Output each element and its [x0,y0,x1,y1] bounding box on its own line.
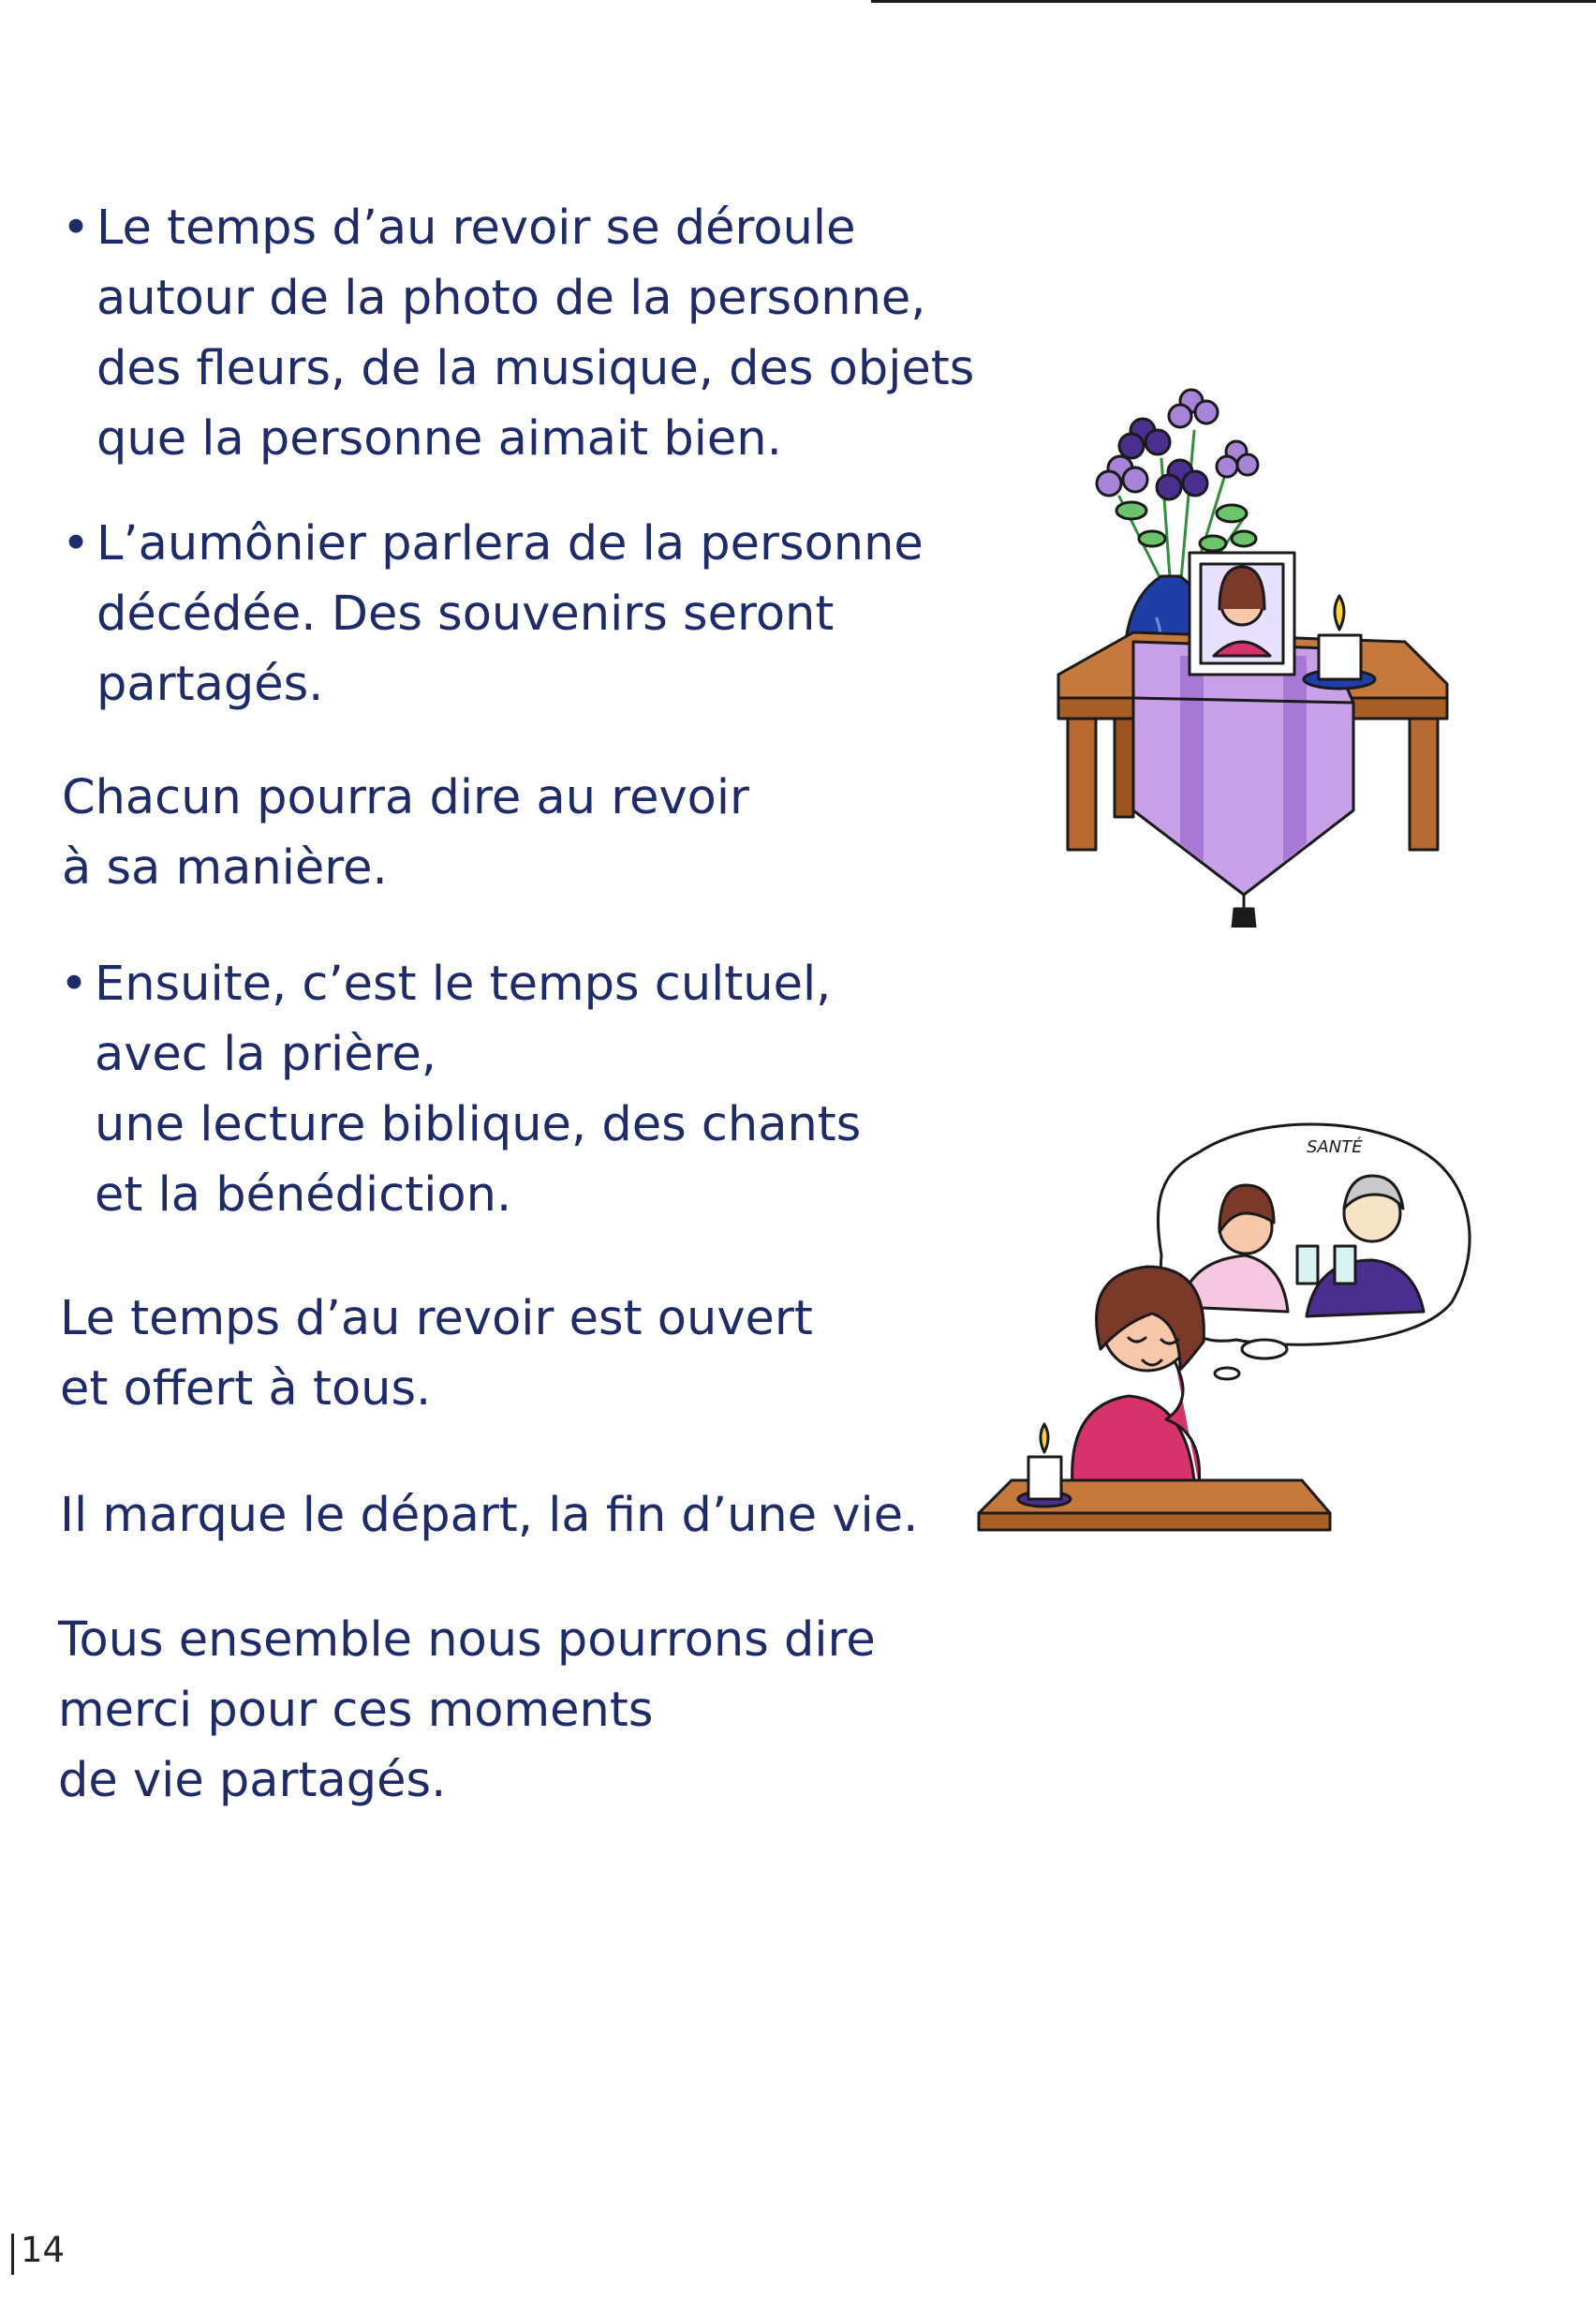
memorial-table-icon [1030,375,1461,928]
line: une lecture biblique, des chants [95,1097,862,1152]
paragraph-6 [60,1480,918,1551]
line: Le temps d’au revoir est ouvert [60,1291,813,1346]
line: Il marque le départ, la fin d’une vie. [60,1488,919,1543]
line: et la bénédiction. [95,1167,512,1223]
line: partagés. [96,657,324,712]
line: merci pour ces moments [58,1683,654,1738]
line: autour de la photo de la personne, [96,271,926,326]
line: que la personne aimait bien. [96,411,782,467]
line: Ensuite, c’est le temps cultuel, [95,957,832,1012]
page-number-bar [11,2234,14,2275]
page-number: 14 [21,2230,66,2270]
paragraph-3 [62,763,749,903]
line: Tous ensemble nous pourrons dire [58,1612,876,1668]
speech-bubble-text: SANTÉ [1307,1137,1363,1157]
line: Chacun pourra dire au revoir [62,770,749,825]
top-rule [871,0,1596,3]
line: avec la prière, [95,1027,437,1082]
paragraph-5 [60,1284,813,1424]
bullet-dot: • [60,957,89,1012]
bullet-dot: • [62,200,91,256]
remembering-woman-icon [974,1115,1489,1574]
line: à sa manière. [62,840,388,896]
bullet-dot: • [62,516,91,572]
line: et offert à tous. [60,1361,432,1417]
paragraph-7 [58,1605,876,1816]
line: des fleurs, de la musique, des objets [96,341,975,396]
line: de vie partagés. [58,1753,447,1808]
line: Le temps d’au revoir se déroule [96,200,856,256]
line: décédée. Des souvenirs seront [96,586,835,642]
line: L’aumônier parlera de la personne [96,516,924,572]
